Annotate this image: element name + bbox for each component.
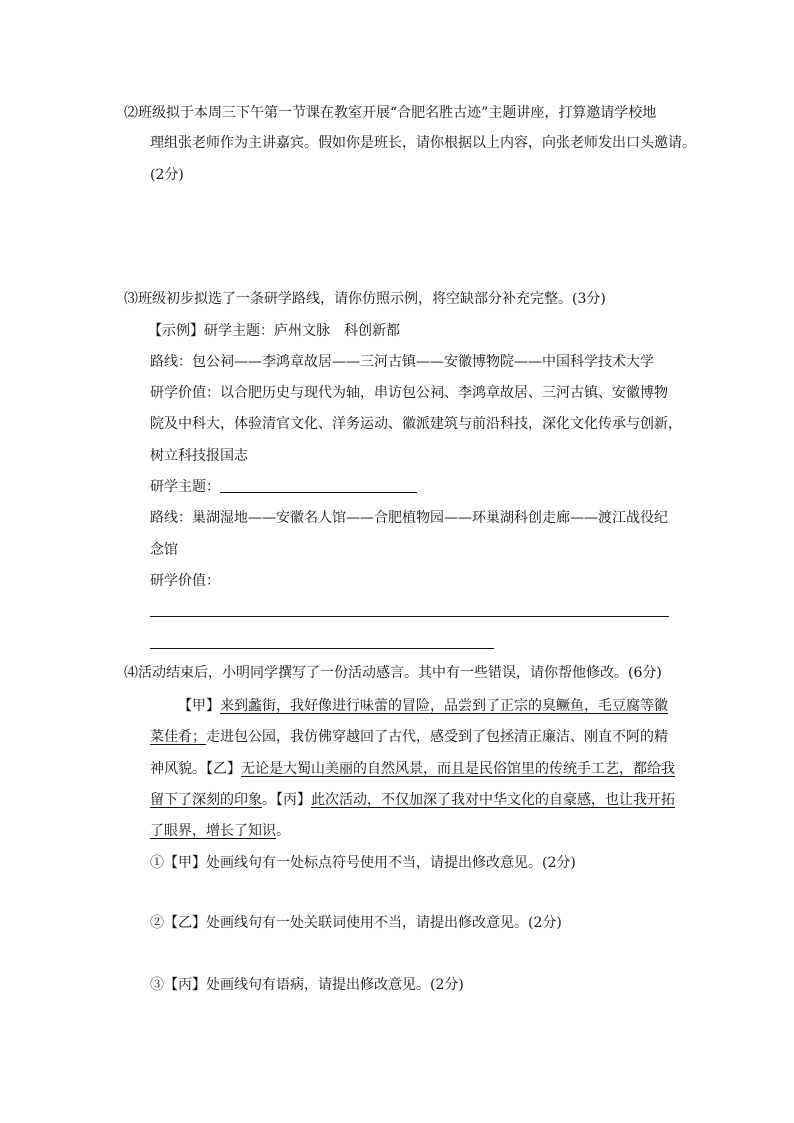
period: 。 — [276, 823, 290, 839]
tag-jia: 【甲】 — [178, 698, 220, 714]
q4-subquestion-3: ③【丙】处画线句有语病，请提出修改意见。(2分) — [150, 977, 464, 993]
q3-value-answer-blank-1[interactable] — [150, 616, 669, 617]
q3-example-theme: 【示例】研学主题：庐州文脉 科创新都 — [148, 323, 400, 339]
q3-prompt: ⑶班级初步拟选了一条研学路线，请你仿照示例，将空缺部分补充完整。(3分) — [124, 291, 606, 307]
q4-prompt: ⑷活动结束后，小明同学撰写了一份活动感言。其中有一些错误，请你帮他修改。(6分) — [124, 665, 662, 681]
underlined-sentence-bing: 此次活动，不仅加深了我对中华文化的自豪感，也让我开拓 — [311, 792, 675, 808]
q3-example-route: 路线：包公祠——李鸿章故居——三河古镇——安徽博物院——中国科学技术大学 — [150, 354, 654, 370]
q3-example-value-line-2: 院及中科大，体验清官文化、洋务运动、徽派建筑与前沿科技，深化文化传承与创新， — [150, 416, 682, 432]
underlined-sentence-yi-end: 留下了深刻的印象 — [150, 792, 262, 808]
underlined-sentence-jia-end: 菜佳肴； — [150, 729, 206, 745]
q4-passage-line-1 — [178, 697, 668, 715]
underlined-sentence-yi: 无论是大蜀山美丽的自然风景，而且是民俗馆里的传统手工艺，都给我 — [241, 761, 675, 777]
q3-example-value-line-1: 研学价值：以合肥历史与现代为轴，串访包公祠、李鸿章故居、三河古镇、安徽博物 — [150, 385, 668, 401]
passage-text: 走进包公园，我仿佛穿越回了古代，感受到了包拯清正廉洁、刚直不阿的精 — [206, 729, 668, 745]
tag-bing: 【丙】 — [276, 792, 311, 808]
q4-passage-line-5 — [150, 822, 290, 840]
q4-subquestion-1: ①【甲】处画线句有一处标点符号使用不当，请提出修改意见。(2分) — [150, 855, 576, 871]
tag-yi: 【乙】 — [206, 761, 241, 777]
q4-passage-line-4 — [150, 791, 675, 809]
passage-text: 神风貌。 — [150, 761, 206, 777]
q3-route-line-1: 路线：巢湖湿地——安徽名人馆——合肥植物园——环巢湖科创走廊——渡江战役纪 — [150, 510, 668, 526]
q3-route-line-2: 念馆 — [150, 542, 178, 558]
q4-passage-line-2 — [150, 728, 668, 746]
underlined-sentence-jia: 来到蠡街，我好像进行味蕾的冒险，品尝到了正宗的臭鳜鱼，毛豆腐等徽 — [220, 698, 668, 714]
q3-value-label: 研学价值： — [150, 573, 220, 589]
q3-example-value-line-3: 树立科技报国志 — [150, 448, 248, 464]
q4-subquestion-2: ②【乙】处画线句有一处关联词使用不当，请提出修改意见。(2分) — [150, 915, 562, 931]
q2-prompt-line-1: ⑵班级拟于本周三下午第一节课在教室开展“合肥名胜古迹”主题讲座，打算邀请学校地 — [124, 105, 657, 121]
q4-passage-line-3 — [150, 760, 675, 778]
underlined-sentence-bing-end: 了眼界，增长了知识 — [150, 823, 276, 839]
q3-theme-answer-blank[interactable] — [220, 492, 417, 493]
q3-value-answer-blank-2[interactable] — [150, 648, 494, 649]
period: 。 — [262, 792, 276, 808]
q2-score: (2分) — [150, 167, 184, 183]
q3-theme-label: 研学主题： — [150, 479, 220, 495]
q2-prompt-line-2: 理组张老师作为主讲嘉宾。假如你是班长，请你根据以上内容，向张老师发出口头邀请。 — [150, 135, 696, 151]
